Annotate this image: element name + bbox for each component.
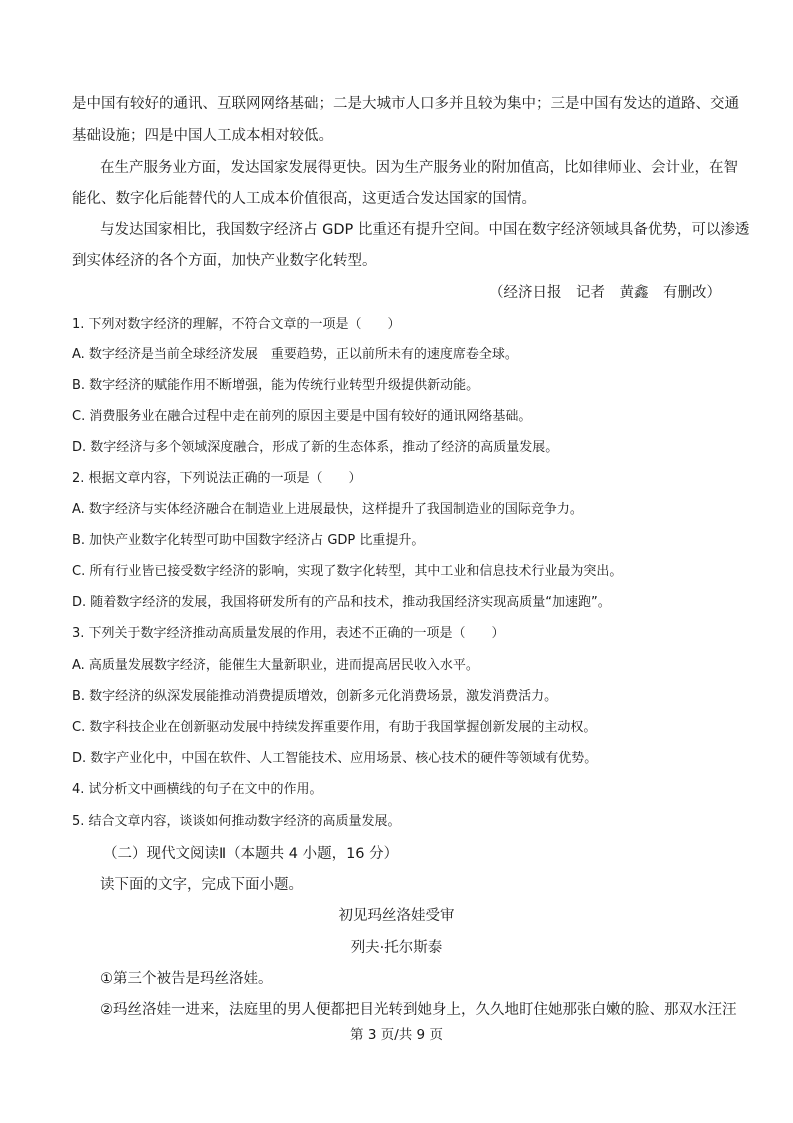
question-3-option-d: D. 数字产业化中，中国在软件、人工智能技术、应用场景、核心技术的硬件等领域有优势。	[72, 751, 598, 766]
passage-line: 基础设施；四是中国人工成本相对较低。	[72, 128, 333, 144]
question-1-option-b: B. 数字经济的赋能作用不断增强，能为传统行业转型升级提供新动能。	[72, 378, 480, 393]
question-2-stem: 2. 根据文章内容，下列说法正确的一项是（ ）	[72, 471, 362, 486]
passage-paragraph: 在生产服务业方面，发达国家发展得更快。因为生产服务业的附加值高，比如律师业、会计业，在智	[100, 160, 738, 176]
question-3-stem: 3. 下列关于数字经济推动高质量发展的作用，表述不正确的一项是（ ）	[72, 626, 505, 641]
question-1-stem: 1. 下列对数字经济的理解，不符合文章的一项是（ ）	[72, 317, 401, 332]
question-3-option-c: C. 数字科技企业在创新驱动发展中持续发挥重要作用，有助于我国掌握创新发展的主动权。	[72, 720, 597, 735]
story-title: 初见玛丝洛娃受审	[338, 908, 455, 924]
passage-line: 是中国有较好的通讯、互联网网络基础；二是大城市人口多并且较为集中；三是中国有发达的道路、交通	[72, 96, 739, 112]
section-heading: （二）现代文阅读Ⅱ（本题共 4 小题，16 分）	[103, 846, 399, 862]
question-3-option-b: B. 数字经济的纵深发展能推动消费提质增效，创新多元化消费场景，激发消费活力。	[72, 689, 558, 704]
question-4: 4. 试分析文中画横线的句子在文中的作用。	[72, 782, 323, 797]
story-author: 列夫·托尔斯泰	[350, 940, 443, 956]
passage-line: 能化、数字化后能替代的人工成本价值很高，这更适合发达国家的国情。	[72, 191, 536, 207]
question-3-option-a: A. 高质量发展数字经济，能催生大量新职业，进而提高居民收入水平。	[72, 658, 479, 673]
question-5: 5. 结合文章内容，谈谈如何推动数字经济的高质量发展。	[72, 814, 401, 829]
passage-paragraph: 与发达国家相比，我国数字经济占 GDP 比重还有提升空间。中国在数字经济领域具备优势，可以渗透	[100, 222, 750, 238]
question-2-option-a: A. 数字经济与实体经济融合在制造业上进展最快，这样提升了我国制造业的国际竞争力。	[72, 502, 583, 517]
question-1-option-a: A. 数字经济是当前全球经济发展 重要趋势，正以前所未有的速度席卷全球。	[72, 347, 518, 362]
question-1-option-d: D. 数字经济与多个领域深度融合，形成了新的生态体系，推动了经济的高质量发展。	[72, 440, 559, 455]
question-1-option-c: C. 消费服务业在融合过程中走在前列的原因主要是中国有较好的通讯网络基础。	[72, 409, 532, 424]
story-paragraph: ②玛丝洛娃一进来，法庭里的男人便都把目光转到她身上，久久地盯住她那张白嫩的脸、那双水汪汪	[100, 1002, 737, 1018]
question-2-option-c: C. 所有行业皆已接受数字经济的影响，实现了数字化转型，其中工业和信息技术行业最为突出。	[72, 564, 623, 579]
page-number: 第 3 页/共 9 页	[350, 1027, 443, 1043]
source-citation: （经济日报 记者 黄鑫 有删改）	[489, 285, 721, 301]
question-2-option-d: D. 随着数字经济的发展，我国将研发所有的产品和技术，推动我国经济实现高质量“加速跑”。	[72, 595, 611, 610]
story-paragraph: ①第三个被告是玛丝洛娃。	[100, 971, 273, 987]
passage-line: 到实体经济的各个方面，加快产业数字化转型。	[72, 253, 377, 269]
question-2-option-b: B. 加快产业数字化转型可助中国数字经济占 GDP 比重提升。	[72, 533, 425, 548]
section-instruction: 读下面的文字，完成下面小题。	[100, 877, 303, 893]
